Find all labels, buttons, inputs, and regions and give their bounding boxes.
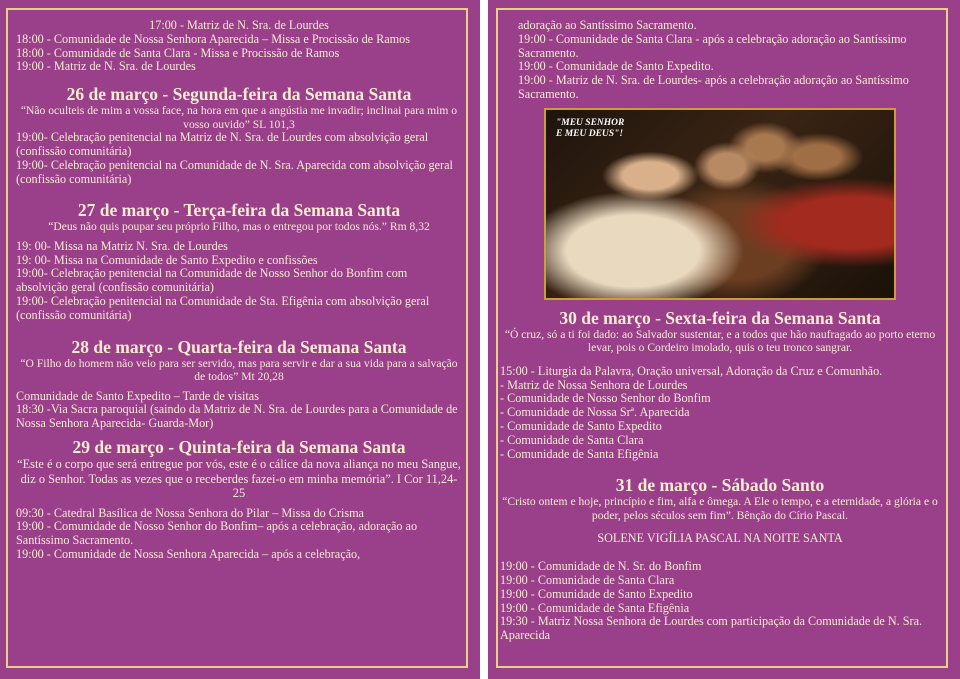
schedule-line: 15:00 - Liturgia da Palavra, Oração universal, Adoração da Cruz e Comunhão. [500,363,883,378]
schedule-line: 19:00- Celebração penitencial na Matriz de N. Sra. de Lourdes com absolvição geral (confissão comunitária) [16,130,429,158]
schedule-line: 19:00 - Comunidade de Santo Expedito. [518,59,714,74]
schedule-line: - Comunidade de Santa Efigênia [500,446,659,461]
day-heading-27: 27 de março - Terça-feira da Semana Santa [77,200,401,221]
schedule-line: - Matriz de Nossa Senhora de Lourdes [500,377,688,392]
schedule-line: 18:00 - Comunidade de Santa Clara - Missa e Procissão de Ramos [16,45,340,60]
scripture-quote: “Não oculteis de mim a vossa face, na hora em que a angústia me invadir; inclinai para mim o vosso ouvido” SL 101,3 [20,104,458,131]
left-page-content [16,19,462,562]
schedule-line: 19:00- Celebração penitencial na Comunidade de N. Sra. Aparecida com absolvição geral (confissão comunitária) [16,157,453,186]
schedule-line: - Comunidade de Nosso Senhor do Bonfim [500,391,711,406]
schedule-line: 19:00 - Comunidade de Nossa Senhora Aparecida – após a celebração, [16,546,361,561]
day-heading-28: 28 de março - Quarta-feira da Semana Santa [71,336,407,357]
schedule-line: 19:00- Celebração penitencial na Comunidade de Nosso Senhor do Bonfim com absolvição geral (confissão comunitária) [16,266,408,295]
schedule-line: 19:00 - Comunidade de Santo Expedito [500,586,693,601]
scripture-quote: “Este é o corpo que será entregue por vós, este é o cálice da nova aliança no meu Sangue, diz o Senhor. Todas as vezes que o receberdes fazei-o em minha memória”. I Cor 11,24-25 [17,457,461,501]
schedule-line: 19:00 - Comunidade de Santa Clara - após a celebração adoração ao Santíssimo Sacramento. [518,31,907,60]
schedule-line: 19:00 - Comunidade de Santa Efigênia [500,600,690,615]
schedule-line: 09:30 - Catedral Basílica de Nossa Senhora do Pilar – Missa do Crisma [16,505,364,520]
day-heading-30: 30 de março - Sexta-feira da Semana Santa [559,307,881,328]
schedule-line: 17:00 - Matriz de N. Sra. de Lourdes [149,18,329,32]
scripture-quote: “Deus não quis poupar seu próprio Filho, mas o entregou por todos nós.” Rm 8,32 [48,220,430,234]
painting-caption: "MEU SENHOR E MEU DEUS"! [556,117,625,139]
schedule-line: 18:00 - Comunidade de Nossa Senhora Aparecida – Missa e Procissão de Ramos [16,31,410,46]
vigil-heading: SOLENE VIGÍLIA PASCAL NA NOITE SANTA [597,531,843,546]
schedule-line: 19:00 - Comunidade de Santa Clara [500,572,675,587]
schedule-line: - Comunidade de Santa Clara [500,432,644,447]
schedule-line: adoração ao Santíssimo Sacramento. [518,18,697,32]
schedule-line: 19:00 - Comunidade de Nosso Senhor do Bonfim– após a celebração, adoração ao Santíssimo Sacramento. [16,519,418,548]
right-page [488,0,960,679]
scripture-quote: “O Filho do homem não veio para ser servido, mas para servir e dar a sua vida para a salvação de todos” Mt 20,28 [20,356,458,384]
day-heading-26: 26 de março - Segunda-feira da Semana Santa [66,84,412,105]
schedule-line: - Comunidade de Santo Expedito [500,418,662,433]
schedule-line: 19:30 - Matriz Nossa Senhora de Lourdes com participação da Comunidade de N. Sra. Aparecida [500,614,923,643]
scripture-quote: “Ó cruz, só a ti foi dado: ao Salvador sustentar, e a todos que hão naufragado ao porto eterno levar, pois o Cordeiro imolado, quis o teu tronco sangrar. [504,327,936,355]
schedule-line: 19:00 - Matriz de N. Sra. de Lourdes- após a celebração adoração ao Santíssimo Sacramento. [518,73,909,101]
schedule-line: - Comunidade de Nossa Srª. Aparecida [500,405,690,420]
schedule-line: 19:00 - Matriz de N. Sra. de Lourdes [16,59,196,74]
schedule-line: 19: 00- Missa na Matriz N. Sra. de Lourdes [16,238,228,253]
right-page-content [500,19,940,643]
day-heading-31: 31 de março - Sábado Santo [615,475,825,496]
schedule-line: 19:00 - Comunidade de N. Sr. do Bonfim [500,559,702,574]
schedule-line: 18:30 -Via Sacra paroquial (saindo da Matriz de N. Sra. de Lourdes para a Comunidade de Nossa Senhora Aparecida- Guarda-Mor) [16,402,458,431]
scripture-quote: “Cristo ontem e hoje, princípio e fim, alfa e ômega. A Ele o tempo, e a eternidade, a glória e o poder, pelos séculos sem fim”. Bênção do Círio Pascal. [502,495,938,522]
doubting-thomas-painting [544,108,896,300]
day-heading-29: 29 de março - Quinta-feira da Semana Santa [72,437,406,458]
schedule-line: 19: 00- Missa na Comunidade de Santo Expedito e confissões [16,252,318,267]
schedule-line: 19:00- Celebração penitencial na Comunidade de Sta. Efigênia com absolvição geral (confissão comunitária) [16,294,430,322]
schedule-line: Comunidade de Santo Expedito – Tarde de visitas [16,388,259,403]
